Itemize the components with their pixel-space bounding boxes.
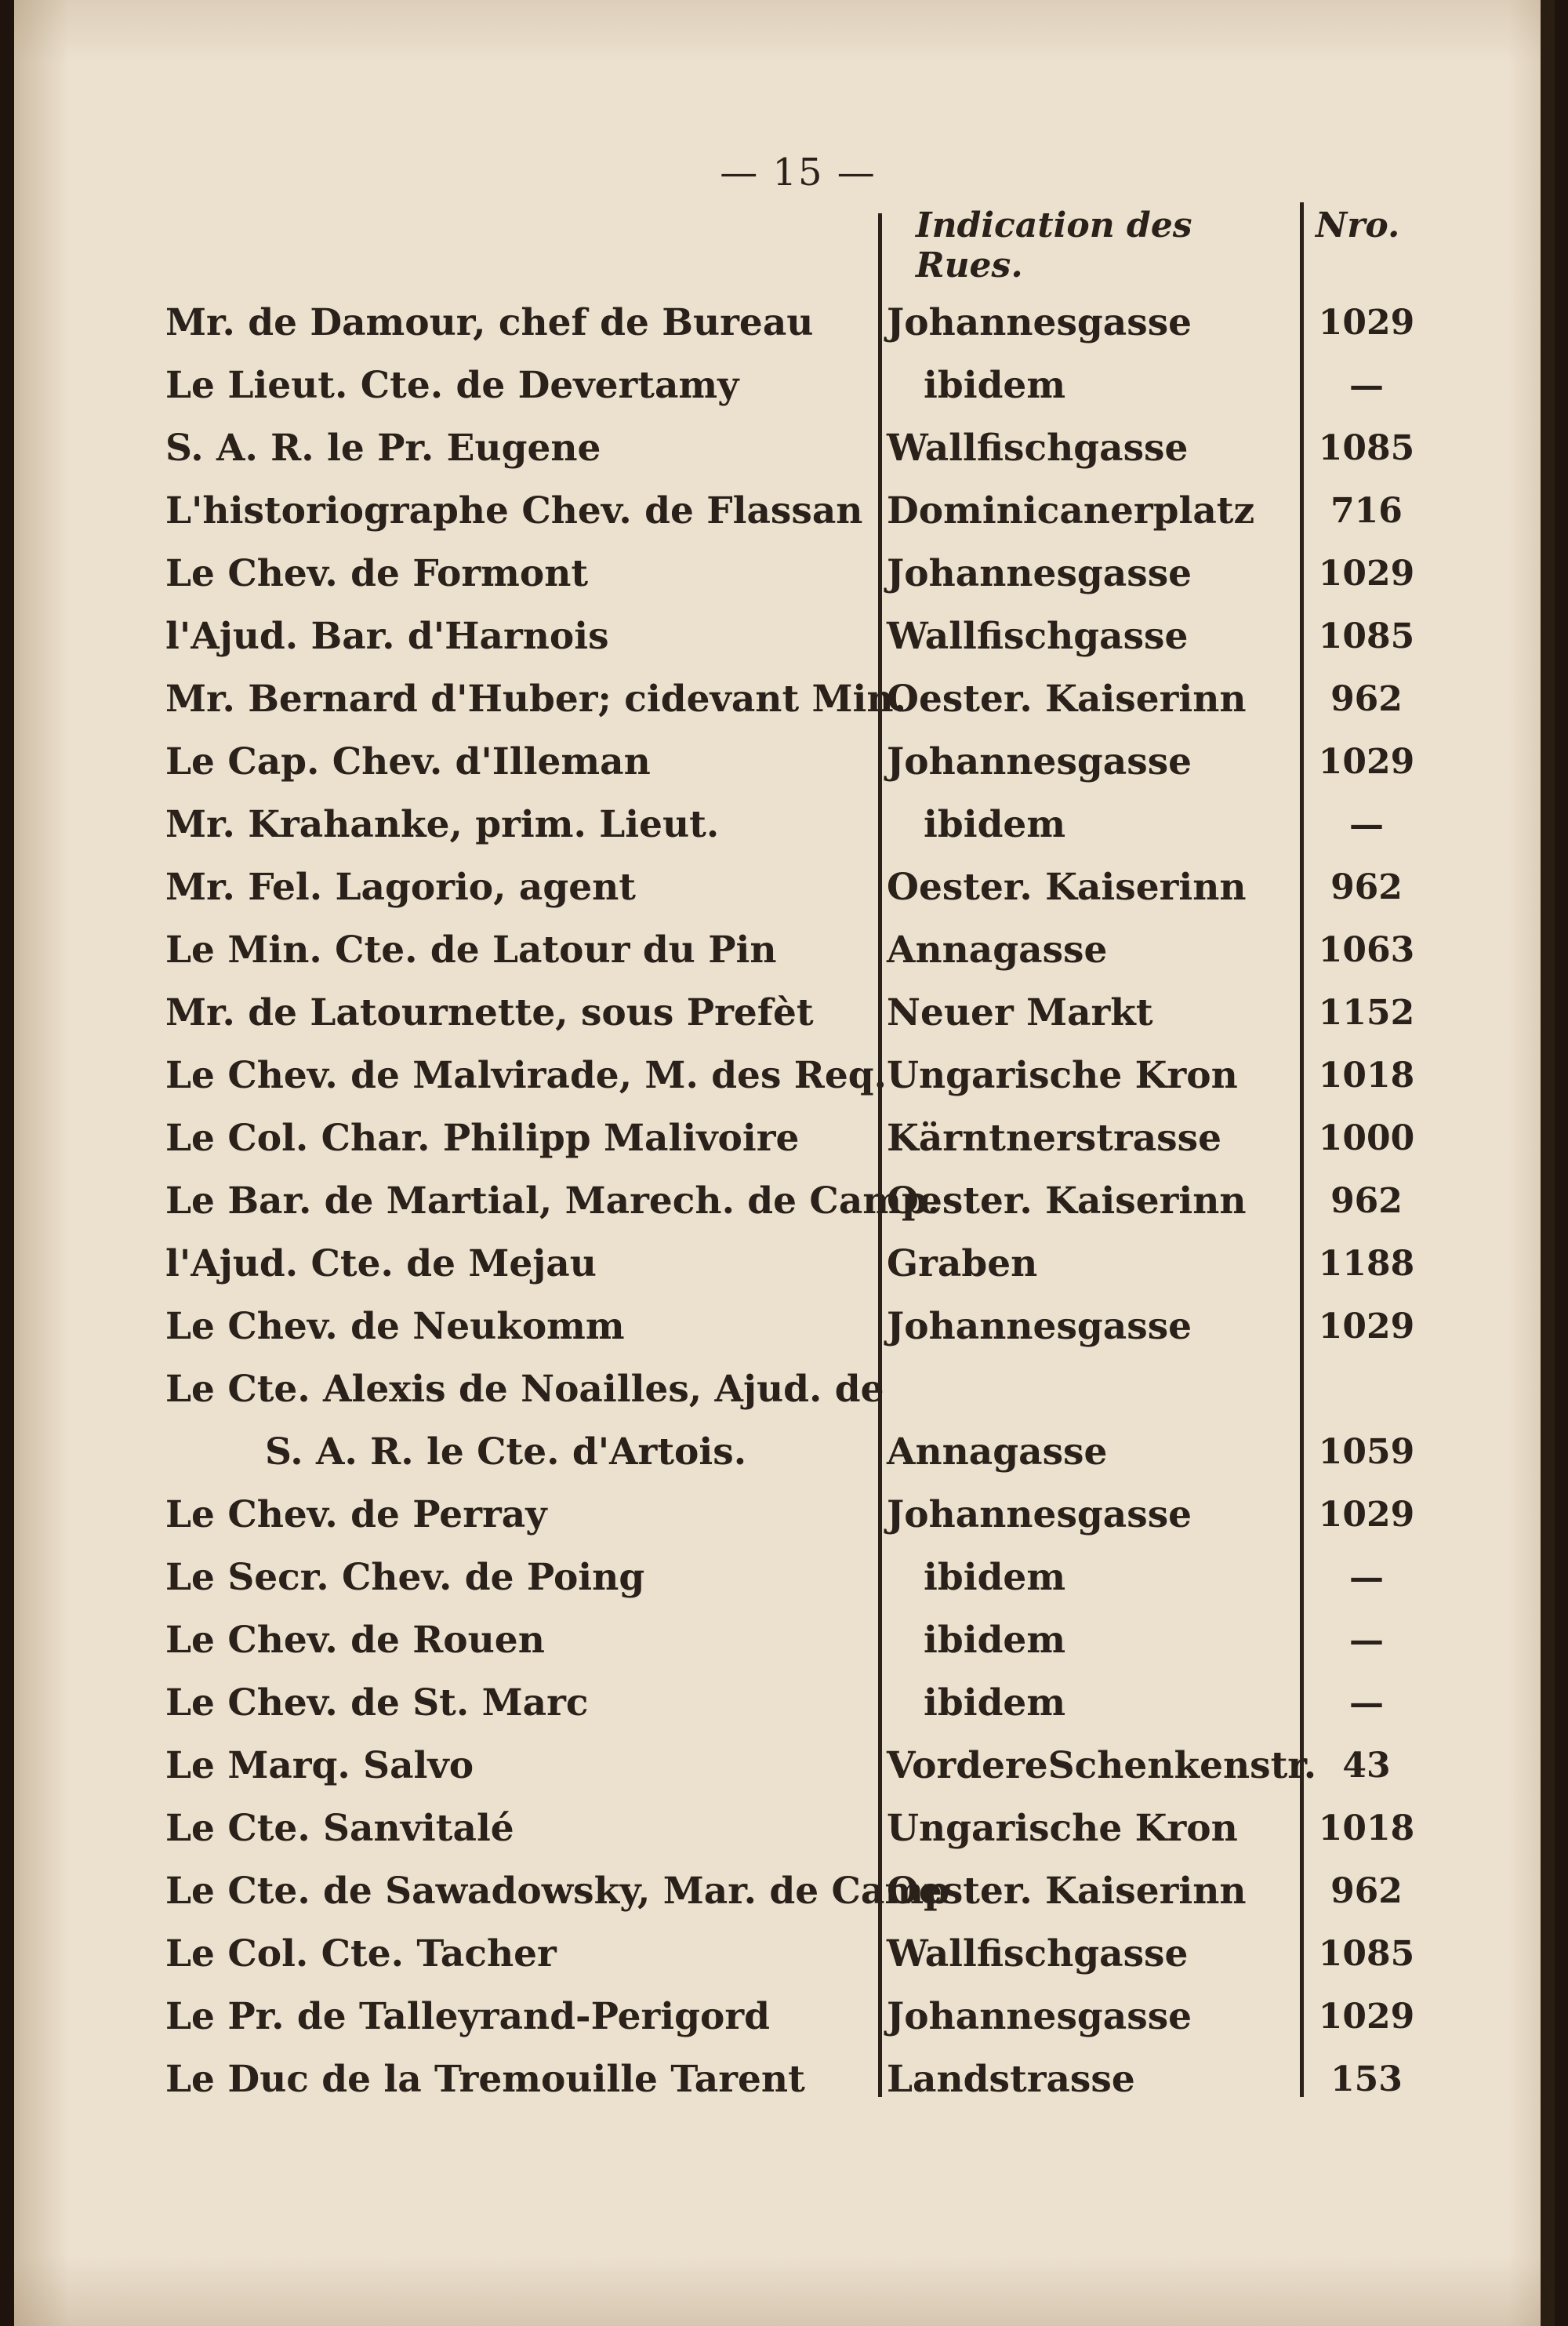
house-number: 1018 xyxy=(1318,1056,1415,1096)
street-name: Kärntnerstrasse xyxy=(887,1117,1221,1160)
table-row xyxy=(14,480,1568,543)
table-row xyxy=(14,1484,1568,1546)
house-number: 1029 xyxy=(1318,1307,1415,1347)
resident-name: Le Lieut. Cte. de Devertamy xyxy=(165,364,739,407)
street-name: Dominicanerplatz xyxy=(887,489,1255,532)
house-number: 1085 xyxy=(1318,428,1415,468)
street-name: Ungarische Kron xyxy=(887,1807,1238,1850)
street-name: ibidem xyxy=(924,1681,1066,1725)
resident-name: Le Secr. Chev. de Poing xyxy=(165,1556,645,1599)
table-row xyxy=(14,982,1568,1045)
table-row xyxy=(14,417,1568,480)
street-name: Oester. Kaiserinn xyxy=(887,678,1247,721)
resident-name: Le Bar. de Martial, Marech. de Camp. xyxy=(165,1179,941,1223)
resident-name: Le Chev. de Perray xyxy=(165,1493,547,1536)
table-row xyxy=(14,1860,1568,1923)
house-number: — xyxy=(1349,365,1384,405)
table-row xyxy=(14,1358,1568,1421)
table-row xyxy=(14,1923,1568,1986)
street-name: ibidem xyxy=(924,364,1066,407)
street-name: Johannesgasse xyxy=(887,1493,1192,1536)
table-row xyxy=(14,1233,1568,1296)
house-number: 1063 xyxy=(1318,930,1415,970)
house-number: 1029 xyxy=(1318,1495,1415,1535)
resident-name: Le Cte. Alexis de Noailles, Ajud. de xyxy=(165,1368,884,1411)
street-name: Landstrasse xyxy=(887,2058,1135,2101)
resident-name: Le Duc de la Tremouille Tarent xyxy=(165,2058,805,2101)
resident-name: Le Chev. de St. Marc xyxy=(165,1681,589,1725)
table-row xyxy=(14,1735,1568,1797)
resident-name: L'historiographe Chev. de Flassan xyxy=(165,489,863,532)
resident-name: Le Pr. de Talleyrand-Perigord xyxy=(165,1995,771,2038)
house-number: 153 xyxy=(1330,2059,1403,2099)
table-row xyxy=(14,1170,1568,1233)
resident-name: Mr. de Latournette, sous Prefèt xyxy=(165,991,814,1034)
street-name: Johannesgasse xyxy=(887,740,1192,783)
header-street-column: Indication des Rues. xyxy=(916,205,1192,285)
street-name: Johannesgasse xyxy=(887,1305,1192,1348)
street-name: VordereSchenkenstr. xyxy=(887,1744,1317,1787)
table-row xyxy=(14,1296,1568,1358)
house-number: 1059 xyxy=(1318,1432,1415,1472)
resident-name: Le Col. Cte. Tacher xyxy=(165,1932,557,1975)
table-row xyxy=(14,668,1568,731)
house-number: 1000 xyxy=(1318,1118,1415,1158)
house-number: 962 xyxy=(1330,1871,1403,1911)
table-row xyxy=(14,1986,1568,2048)
table-row xyxy=(14,354,1568,417)
table-row xyxy=(14,856,1568,919)
table-row xyxy=(14,605,1568,668)
table-row xyxy=(14,1107,1568,1170)
street-name: Johannesgasse xyxy=(887,1995,1192,2038)
house-number: 1029 xyxy=(1318,742,1415,782)
table-row xyxy=(14,731,1568,794)
house-number: 43 xyxy=(1342,1746,1391,1786)
house-number: — xyxy=(1349,1620,1384,1660)
resident-name: Le Cte. Sanvitalé xyxy=(165,1807,514,1850)
resident-name: Le Col. Char. Philipp Malivoire xyxy=(165,1117,800,1160)
street-name: Oester. Kaiserinn xyxy=(887,866,1247,909)
house-number: — xyxy=(1349,805,1384,845)
house-number: 962 xyxy=(1330,867,1403,907)
street-name: ibidem xyxy=(924,1556,1066,1599)
table-row xyxy=(14,2048,1568,2111)
street-name: Ungarische Kron xyxy=(887,1054,1238,1097)
table-row xyxy=(14,543,1568,605)
resident-name: Mr. Fel. Lagorio, agent xyxy=(165,866,636,909)
table-row xyxy=(14,794,1568,856)
table-row xyxy=(14,1672,1568,1735)
street-name: Johannesgasse xyxy=(887,552,1192,595)
house-number: 1029 xyxy=(1318,303,1415,343)
house-number: — xyxy=(1349,1683,1384,1723)
house-number: 1152 xyxy=(1318,993,1415,1033)
street-name: Oester. Kaiserinn xyxy=(887,1870,1247,1913)
house-number: 1085 xyxy=(1318,616,1415,656)
street-name: Wallfischgasse xyxy=(887,615,1189,658)
table-row xyxy=(14,1609,1568,1672)
resident-name: l'Ajud. Bar. d'Harnois xyxy=(165,615,609,658)
resident-name: Le Chev. de Formont xyxy=(165,552,589,595)
street-name: Neuer Markt xyxy=(887,991,1153,1034)
book-page xyxy=(14,0,1555,2326)
house-number: 1029 xyxy=(1318,1997,1415,2037)
resident-name: Mr. Krahanke, prim. Lieut. xyxy=(165,803,720,846)
house-number: 1188 xyxy=(1318,1244,1415,1284)
resident-name: Le Chev. de Rouen xyxy=(165,1619,545,1662)
table-row xyxy=(14,1421,1568,1484)
resident-name: Mr. Bernard d'Huber; cidevant Min. xyxy=(165,678,906,721)
house-number: — xyxy=(1349,1557,1384,1597)
table-row xyxy=(14,1045,1568,1107)
resident-name: Le Cte. de Sawadowsky, Mar. de Camp xyxy=(165,1870,949,1913)
resident-name: Le Min. Cte. de Latour du Pin xyxy=(165,929,777,972)
street-name: Graben xyxy=(887,1242,1038,1285)
street-name: Annagasse xyxy=(887,929,1108,972)
resident-name: Le Chev. de Neukomm xyxy=(165,1305,625,1348)
header-number-column: Nro. xyxy=(1316,205,1400,245)
resident-name: S. A. R. le Cte. d'Artois. xyxy=(265,1430,747,1474)
resident-name: Le Chev. de Malvirade, M. des Req. xyxy=(165,1054,887,1097)
house-number: 1018 xyxy=(1318,1808,1415,1848)
house-number: 716 xyxy=(1330,491,1403,531)
table-row xyxy=(14,1546,1568,1609)
house-number: 962 xyxy=(1330,1181,1403,1221)
house-number: 962 xyxy=(1330,679,1403,719)
street-name: ibidem xyxy=(924,1619,1066,1662)
street-name: ibidem xyxy=(924,803,1066,846)
resident-name: Mr. de Damour, chef de Bureau xyxy=(165,301,814,344)
street-name: Oester. Kaiserinn xyxy=(887,1179,1247,1223)
house-number: 1085 xyxy=(1318,1934,1415,1974)
page-number: — 15 — xyxy=(720,151,877,194)
street-name: Wallfischgasse xyxy=(887,1932,1189,1975)
table-row xyxy=(14,919,1568,982)
house-number: 1029 xyxy=(1318,554,1415,594)
street-name: Johannesgasse xyxy=(887,301,1192,344)
resident-name: S. A. R. le Pr. Eugene xyxy=(165,427,601,470)
table-row xyxy=(14,1797,1568,1860)
resident-name: Le Marq. Salvo xyxy=(165,1744,474,1787)
street-name: Annagasse xyxy=(887,1430,1108,1474)
resident-name: l'Ajud. Cte. de Mejau xyxy=(165,1242,597,1285)
resident-name: Le Cap. Chev. d'Illeman xyxy=(165,740,651,783)
street-name: Wallfischgasse xyxy=(887,427,1189,470)
table-row xyxy=(14,292,1568,354)
